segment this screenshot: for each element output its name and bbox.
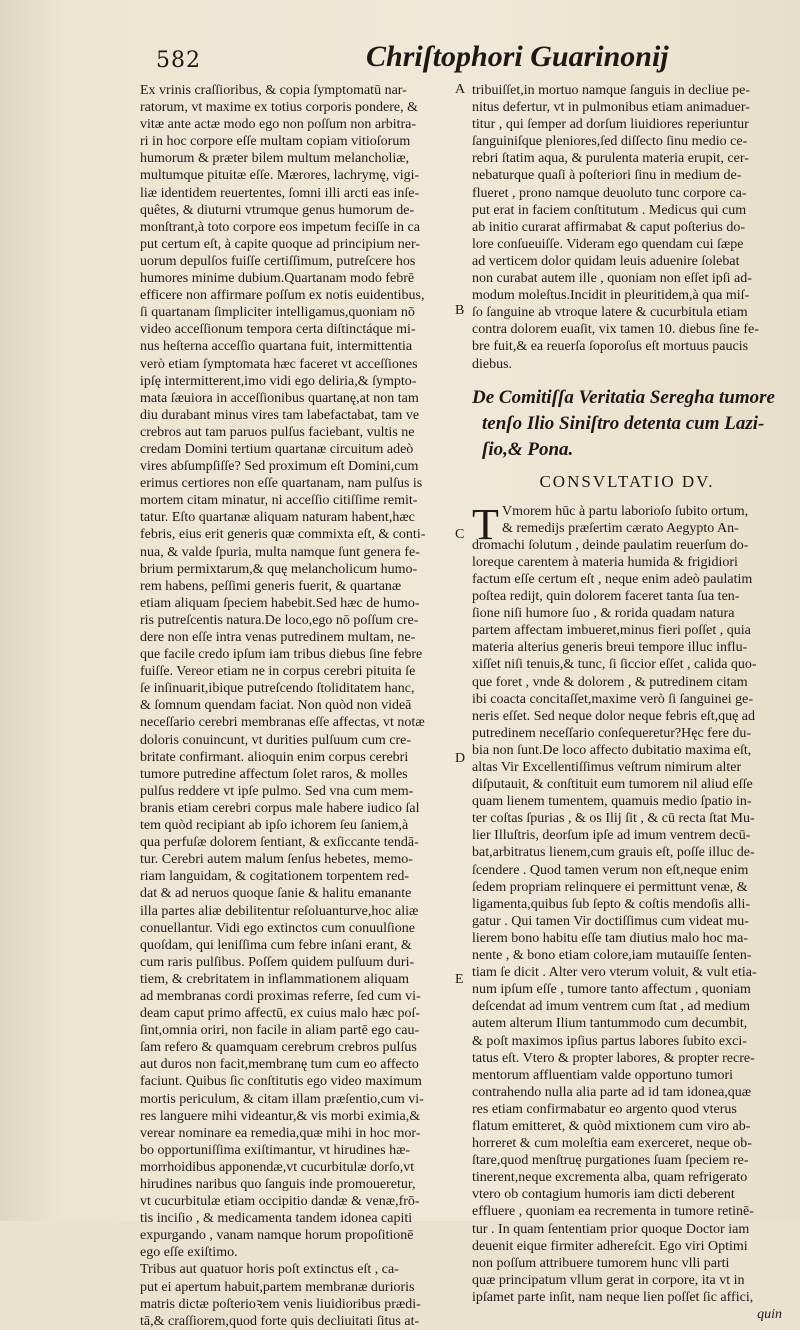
text-line: illa partes aliæ debilitentur reſoluanturve,hoc aliæ — [140, 903, 419, 919]
text-line: neris eſſet. Sed neque dolor neque febris eſt,quę ad — [472, 708, 756, 724]
text-line: tatur. Eſto quartanæ aliquam naturam habent,hæc — [140, 510, 415, 526]
catchword: quin — [757, 1307, 782, 1322]
text-line: nus heſterna acceſſio quartana fuit, intermittentia — [140, 339, 413, 355]
running-title: Chriſtophori Guarinonij — [366, 40, 669, 73]
text-line: altas Vir Excellentiſſimus veſtrum nimirum alter — [472, 760, 742, 775]
text-line: morrhoidibus apponendæ,vt cucurbitulæ dorſo,vt — [140, 1159, 415, 1175]
text-line: deam caput primo affectū, ex cuius malo hæc poſ- — [140, 1006, 421, 1022]
text-line: & poſt maximos ipſius partus labores ſubito exci- — [472, 1033, 747, 1049]
text-line: res etiam confirmabatur eo argento quod vterus — [472, 1101, 737, 1117]
text-line: mortem citam minatur, ni acceſſio citiſſime remit- — [140, 493, 418, 509]
text-line: modum moleſtus.Incidit in pleuritidem,à qua miſ- — [472, 288, 750, 304]
text-line: Ex vrinis craſſioribus, & copia ſymptomatū nar- — [140, 83, 407, 98]
text-line: ipſamet parte inſit, nam neque lien poſſet ſic affici, — [472, 1289, 754, 1305]
text-line: nitus defertur, vt in pulmonibus etiam animaduer- — [472, 100, 750, 116]
section-title-line: De Comitiſſa Veritatia Seregha tumore — [472, 386, 775, 408]
text-line: efficere non affirmare poſſum ex notis euidentibus, — [140, 288, 425, 304]
text-line: vtero ob contagium humoris iam dicti deberent — [472, 1187, 735, 1203]
section-title-line: ſio,& Pona. — [482, 438, 574, 460]
right-column-continuation — [472, 82, 782, 373]
text-line: num ipſum eſſe , tumore tanto affectum , quoniam — [472, 982, 751, 998]
text-line: quoſdam, qui leniſſima cum febre inſani erant, & — [140, 937, 412, 953]
text-line: fuiſſe. Vereor etiam ne in corpus cerebri pituita ſe — [140, 664, 416, 680]
text-line: ſione niſi humore ſuo , & rorida quadam natura — [472, 606, 735, 622]
text-line: putredinem neceſſario conſequeretur?Hęc fere du- — [472, 725, 752, 741]
text-line: quam lienem tumentem, quamuis medio ſpatio in- — [472, 794, 752, 810]
left-column — [140, 82, 442, 1330]
text-line: uorum depulſos fuiſſe certiſſimum, putreſcere hos — [140, 253, 416, 269]
consultation-body — [472, 499, 782, 1306]
text-line: dere non eſſe intra venas putredinem multam, ne- — [140, 630, 416, 645]
text-line: mortis periculum, & citam illam præſentio,cum vi- — [140, 1091, 424, 1107]
text-line: erimus certiores non eſſe quartanam, nam pulſus is — [140, 476, 423, 492]
text-line: ſedem propriam relinquere ei permittunt venæ, & — [472, 879, 748, 895]
text-line: tis inciſio , & medicamenta tandem idonea capiti — [140, 1211, 413, 1227]
text-line: doloris conuincunt, vt durities pulſuum cum cre- — [140, 732, 412, 748]
text-line: tribuiſſet,in mortuo namque ſanguis in decliue pe- — [472, 83, 750, 98]
text-line: & remedijs præſertim cærato Aegypto An- — [502, 520, 739, 536]
consultation-heading: CONSVLTATIO DV. — [539, 471, 715, 491]
text-line: quêtes, & diuturni vtrumque genus humorum de- — [140, 202, 415, 218]
text-line: ſi quartanam ſimpliciter intelligamus,quoniam nō — [140, 305, 415, 321]
text-line: mata ſæuiora in acceſſionibus quartanę,at non tam — [140, 390, 419, 406]
text-line: riam languidam, & cogitationem torpentem red- — [140, 869, 410, 885]
text-line: conuellantur. Vidi ego extinctos cum conuulſione — [140, 920, 415, 936]
text-line: put certum eſt, à capite quoque ad principium ner- — [140, 236, 421, 252]
text-line: matris dictæ poſterioꝛem venis liuidioribus prædi- — [140, 1296, 421, 1312]
text-line: horreret & cum moleſtia eam exerceret, neque ob- — [472, 1136, 752, 1152]
text-line: ſcendere . Quod tamen verum non eſt,neque enim — [472, 862, 749, 878]
text-line: tur. Cerebri autem malum ſenſus hebetes, memo- — [140, 852, 413, 868]
text-line: contra dolorem euaſit, vix tamen 10. diebus ſine fe- — [472, 322, 759, 338]
text-line: verò etiam ſymptomata hæc faceret vt acceſſiones — [140, 356, 418, 372]
text-line: tiem, & crebritatem in inflammationem aliquam — [140, 971, 410, 987]
text-line: tatus eſt. Vtero & propter labores, & propter recre- — [472, 1050, 755, 1066]
text-line: Tribus aut quatuor horis poſt extinctus eſt , ca- — [140, 1262, 399, 1278]
margin-letter-e: E — [455, 972, 464, 987]
text-line: branis etiam cerebri corpus male habere iudico ſal — [140, 800, 420, 816]
text-line: dat & ad neruos quoque ſanie & halitu emanante — [140, 886, 412, 902]
text-line: factum eſſe certum eſt , neque enim adeò paulatim — [472, 571, 753, 587]
text-line: humores minime dubium.Quartanam modo febrē — [140, 271, 415, 287]
text-line: res languere mihi videantur,& vis morbi eximia,& — [140, 1108, 421, 1124]
text-line: cum raris pulſibus. Poſſem quidem pulſuum duri- — [140, 954, 415, 970]
text-line: autem alterum Ilium tantummodo cum decumbit, — [472, 1016, 748, 1032]
text-line: materia alterius generis breui tempore illuc influ- — [472, 640, 748, 656]
text-line: que facile credo ipſum iam tribus diebus ſine febre — [140, 647, 423, 663]
text-line: humorum & præter bilem multum melancholiæ, — [140, 151, 410, 167]
margin-letter-d: D — [455, 751, 466, 766]
text-line: quæ principatum vllum gerat in corpore, ita vt in — [472, 1272, 745, 1288]
text-line: ipſę intermitterent,imo vidi ego deliria,& ſympto- — [140, 373, 417, 389]
margin-letter-b: B — [455, 303, 465, 318]
text-line: nente , & bono etiam colore,iam mutauiſſe ſenten- — [472, 948, 752, 964]
text-line: tā,& craſſiorem,quod forte quis decliuitati ſitus at- — [140, 1313, 420, 1329]
text-line: multumque pituitæ eſſe. Mærores, lachrymę, vigi- — [140, 168, 420, 184]
text-line: diu durabant minus vires tam labefactabat, tam ve — [140, 407, 420, 423]
text-line: diebus. — [472, 356, 513, 372]
text-line: expurgando , vanam namque horum propoſitionē — [140, 1228, 414, 1244]
text-line: ad verticem dolor quidam leuis aduenire ſolebat — [472, 253, 740, 269]
margin-letter-a: A — [455, 82, 466, 97]
drop-cap: T — [472, 499, 499, 549]
text-line: Vmorem hūc à partu laborioſo ſubito ortum, — [502, 503, 749, 519]
text-line: vitæ ante actæ modo ego non poſſum non arbitra- — [140, 117, 417, 133]
text-line: gatur . Qui tamen Vir doctiſſimus cum videat mu- — [472, 913, 749, 929]
text-line: verear nominare ea remedia,quæ mihi in hoc mor- — [140, 1125, 421, 1141]
text-line: crebros aut tam paruos pulſus faciebant, vultis ne — [140, 424, 415, 440]
text-line: tem quòd recipiant ab ipſo ichorem ſeu ſaniem,à — [140, 818, 409, 834]
text-line: rem habens, peſſimi generis fuerit, & quartanæ — [140, 578, 402, 594]
text-line: ad membranas cordi proximas referre, ſed cum vi- — [140, 988, 421, 1004]
text-line: lierem bono habitu eſſe tam diutius malo hoc ma- — [472, 930, 749, 946]
text-line: hirudines naribus quo ſanguis inde promoueretur, — [140, 1177, 416, 1192]
section-title — [472, 385, 782, 463]
text-line: faciunt. Quibus ſic conſtitutis ego video maximum — [140, 1074, 422, 1090]
text-line: bia non ſunt.De loco affecto dubitatio maxima eſt, — [472, 742, 752, 758]
text-line: put ei apertum habuit,partem membranæ durioris — [140, 1279, 415, 1295]
text-line: lore conſueuiſſe. Videram ego quendam cui ſæpe — [472, 236, 744, 252]
text-line: partem affectam imbueret,minus fieri poſſet , quia — [472, 623, 751, 639]
text-line: titur , qui ſemper ad dorſum liuidiores reperiuntur — [472, 117, 749, 133]
text-line: ſanguiniſque pleniores,ſed diſſecto ſinu medio ce- — [472, 134, 748, 150]
text-line: loreque carentem à materia humida & frigidiori — [472, 554, 738, 570]
text-line: ligamenta,quibus ſub ſepto & coſtis mendoſis alli- — [472, 896, 751, 912]
text-line: vt cucurbitulæ etiam occipitio dandæ & venæ,frō- — [140, 1194, 420, 1210]
text-line: diſputauit, & conſtituit eum tumorem nil aliud eſſe — [472, 777, 753, 793]
text-line: rebri ſtatim aqua, & purulenta materia erupit, cer- — [472, 151, 749, 167]
text-line: neceſſario cerebri membranas eſſe affectas, vt notæ — [140, 715, 425, 731]
text-line: video acceſſionum tempora certa diſtinctáque mi- — [140, 322, 416, 338]
text-line: bat,arbitratus lienem,cum grauis eſt, poſſe illuc de- — [472, 845, 755, 861]
text-line: nua, & valde ſpuria, multa namque ſunt genera fe- — [140, 544, 420, 560]
text-line: aut duros non facit,membranę tum cum eo affecto — [140, 1057, 419, 1073]
text-line: ſam refero & quamquam cerebrum crebros pulſus — [140, 1040, 417, 1056]
text-line: ris putreſcentis natura.De loco,ego nō poſſum cre- — [140, 612, 419, 628]
text-line: que foret , vnde & dolorem , & putredinem citam — [472, 674, 748, 690]
right-column — [472, 82, 782, 1323]
text-line: non poſſum attribuere tumorem hunc vlli parti — [472, 1255, 730, 1271]
text-line: tinerent,neque excrementa alba, quam refrigerato — [472, 1170, 748, 1186]
text-line: credam Domini tertium quartanæ circuitum adeò — [140, 441, 414, 457]
text-line: pulſus reddere vt ipſe pulmo. Sed vna cum mem- — [140, 783, 414, 799]
text-line: bre fuit,& ea reuerſa ſoporoſus eſt mortuus paucis — [472, 339, 749, 355]
text-line: ab initio curarat affirmabat & caput poſterius do- — [472, 219, 746, 235]
text-line: ratorum, vt maxime ex totius corporis pondere, & — [140, 100, 418, 116]
text-line: febris, eius erit generis quæ commixta eſt, & conti- — [140, 527, 426, 543]
text-line: ſtare,quod menſtruę purgationes ſuam ſpeciem re- — [472, 1153, 749, 1169]
text-line: nebaturque quaſi à poſteriori ſinu in medium de- — [472, 168, 742, 184]
text-line: ri in hoc corpore eſſe multam copiam vitioſorum — [140, 134, 411, 150]
section-title-line: tenſo Ilio Siniſtro detenta cum Lazi- — [482, 412, 765, 434]
text-line: qua perfuſæ dolorem ſentiant, & exſiccante tendā- — [140, 835, 419, 851]
text-line: tur . In quam ſententiam prior quoque Doctor iam — [472, 1221, 750, 1237]
text-line: ter coſtas ſpurias , & os Ilij ſit , & cū recta ſtat Mu- — [472, 811, 755, 827]
text-line: dromachi ſolutum , deinde paulatim reuerſum do- — [472, 537, 749, 553]
text-line: tiam ſe dicit . Alter vero vterum voluit, & vult etia- — [472, 965, 757, 981]
text-line: ibi coacta concitaſſet,maxime verò ſi ſanguinei ge- — [472, 691, 754, 707]
text-line: contrahendo nulla alia parte ad id tam idonea,quæ — [472, 1084, 752, 1100]
text-line: non curabat autem ille , quoniam non eſſet ipſi ad- — [472, 271, 752, 287]
text-line: brium permixtarum,& quę melancholicum humo- — [140, 561, 418, 577]
page-number: 582 — [156, 48, 201, 73]
text-line: deuenit eique firmiter adhereſcit. Ego viri Optimi — [472, 1238, 748, 1254]
text-line: xiſſet niſi tenuis,& tunc, ſi ſiccior eſſet , calida quo- — [472, 657, 757, 673]
text-line: tumore putredine affectum ſolet raros, & molles — [140, 766, 408, 782]
text-line: bo opportuniſſima exiſtimantur, vt hirudines hæ- — [140, 1142, 411, 1158]
text-line: flatum emitteret, & quòd mixtionem cum viro ab- — [472, 1118, 751, 1134]
text-line: monſtrant,à toto corpore eos impetum feciſſe in ca — [140, 219, 420, 235]
text-line: etiam aliquam ſpeciem habebit.Sed hæc de humo- — [140, 595, 420, 611]
text-line: put erat in faciem conſtitutum . Medicus qui cum — [472, 202, 747, 218]
text-line: & ſomnum quendam faciat. Non quòd non videā — [140, 698, 412, 714]
text-line: flueret , prono namque deuoluto tunc corpore ca- — [472, 185, 747, 201]
margin-letter-c: C — [455, 527, 465, 542]
text-line: ſe inſinuarit,ibique putreſcendo ſtoliditatem hanc, — [140, 681, 415, 697]
text-line: ego eſſe exiſtimo. — [140, 1245, 238, 1261]
text-line: ſo ſanguine ab vtroque latere & cucurbitula etiam — [472, 305, 748, 321]
text-line: mentorum affluentiam valde opportuno tumori — [472, 1067, 734, 1083]
text-line: effluere , quoniam ea recrementa in tumore retinē- — [472, 1204, 754, 1220]
text-line: deſcendat ad imum ventrem cum ſtat , ad medium — [472, 999, 750, 1015]
text-line: ſint,omnia oriri, non facile in aliam partē ego cau- — [140, 1023, 420, 1039]
text-line: britate confirmant. alioquin enim corpus cerebri — [140, 749, 409, 765]
text-line: vires abſumpſiſſe? Sed proximum eſt Domini,cum — [140, 459, 419, 475]
page-header — [156, 40, 716, 80]
text-line: poſtea redijt, quin dolorem faceret tanta ſua ten- — [472, 589, 740, 605]
text-line: lier Illuſtris, deorſum ipſe ad imum ventrem decū- — [472, 828, 751, 844]
text-line: liæ identidem reuertentes, ſomni illi arcti eas inſe- — [140, 185, 420, 201]
